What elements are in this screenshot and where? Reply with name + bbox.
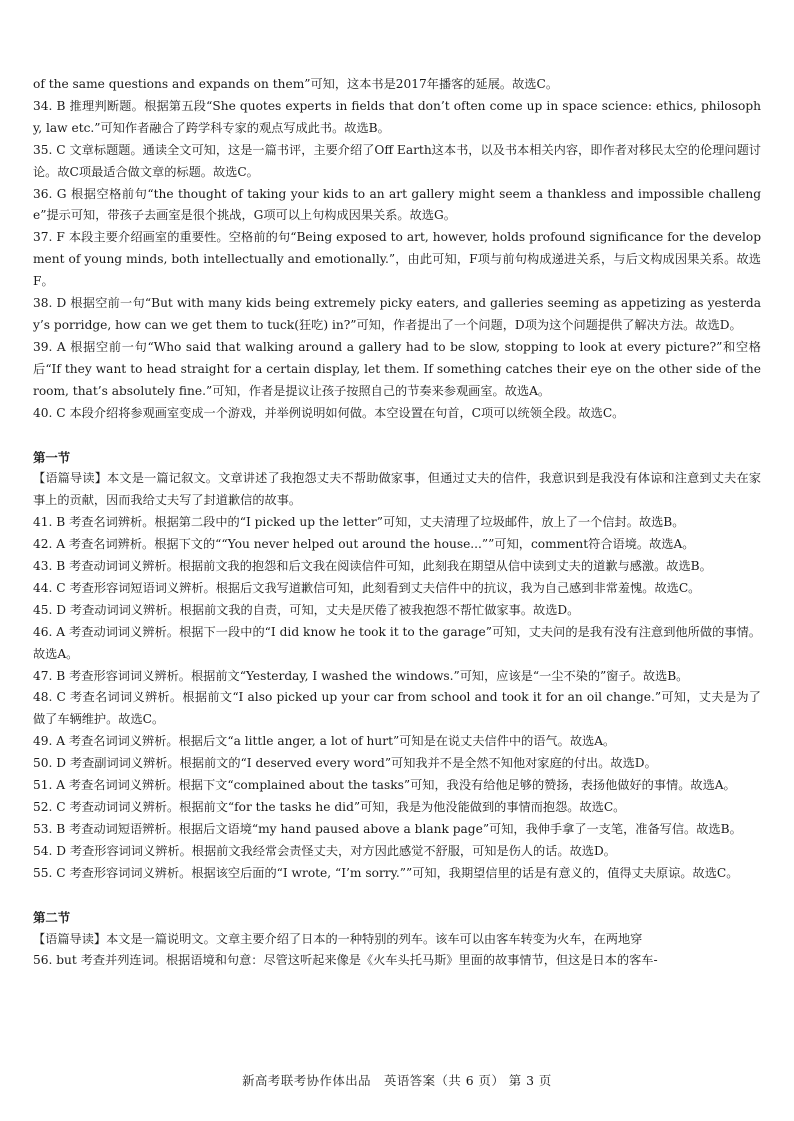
passage-guide: 【语篇导读】本文是一篇记叙文。文章讲述了我抱怨丈夫不帮助做家事，但通过丈夫的信件，我意识到是我没有体谅和注意到丈夫在家事上的贡献，因而我给丈夫写了封道歉信的故事。: [33, 471, 761, 508]
answer-53: 53. B 考查动词短语辨析。根据后文语境“my hand paused above a blank page”可知，我伸手拿了一支笔，准备写信。故选B。: [33, 821, 742, 836]
section-heading: 第二节: [33, 909, 71, 925]
answer-47: 47. B 考查形容词词义辨析。根据前文“Yesterday, I washed the windows.”可知，应该是“一尘不染的”窗子。故选B。: [33, 668, 689, 683]
page-footer: 新高考联考协作体出品 英语答案（共 6 页） 第 3 页: [242, 1073, 552, 1088]
answer-48: 48. C 考查名词词义辨析。根据前文“I also picked up your car from school and took it for an oil change.”可知，丈夫是为了做了车辆维护。故选C。: [33, 690, 761, 727]
answer-34: 34. B 推理判断题。根据第五段“She quotes experts in fields that don’t often come up in space science: ethics, philosophy, law etc.”可知作者融合了跨学科专家的观点写成此书。故选B。: [33, 98, 761, 135]
section-grammar: [33, 907, 761, 973]
answer-page: [33, 74, 761, 972]
answer-54: 54. D 考查形容词词义辨析。根据前文我经常会责怪丈夫，对方因此感觉不舒服，可知是伤人的话。故选D。: [33, 843, 616, 858]
answer-line: of the same questions and expands on them”可知，这本书是2017年播客的延展。故选C。: [33, 77, 559, 91]
answer-46: 46. A 考查动词词义辨析。根据下一段中的“I did know he took it to the garage”可知，丈夫问的是我有没有注意到他所做的事情。故选A。: [33, 624, 761, 661]
answer-43: 43. B 考查动词词义辨析。根据前文我的抱怨和后文我在阅读信件可知，此刻我在期望从信中读到丈夫的道歉与感激。故选B。: [33, 559, 712, 574]
answer-36: 36. G 根据空格前句“the thought of taking your kids to an art gallery might seem a thankless and impossible challenge”提示可知，带孩子去画室是很个挑战，G项可以上句构成因果关系。故选G。: [33, 186, 761, 223]
answer-45: 45. D 考查动词词义辨析。根据前文我的自责，可知，丈夫是厌倦了被我抱怨不帮忙做家事。故选D。: [33, 602, 580, 617]
answer-37: 37. F 本段主要介绍画室的重要性。空格前的句“Being exposed to art, however, holds profound significance for the development of young minds, both intellectually and emotionally.”，由此可知，F项与前句构成递进关系，与后文构成因果关系。故选F。: [33, 230, 761, 289]
answer-44: 44. C 考查形容词短语词义辨析。根据后文我写道歉信可知，此刻看到丈夫信件中的抗议，我为自己感到非常羞愧。故选C。: [33, 580, 701, 595]
answer-50: 50. D 考查副词词义辨析。根据前文的“I deserved every word”可知我并不是全然不知他对家庭的付出。故选D。: [33, 756, 657, 771]
answer-49: 49. A 考查名词词义辨析。根据后文“a little anger, a lot of hurt”可知是在说丈夫信件中的语气。故选A。: [33, 734, 616, 749]
answer-52: 52. C 考查动词词义辨析。根据前文“for the tasks he did”可知，我是为他没能做到的事情而抱怨。故选C。: [33, 800, 626, 814]
passage-guide: 【语篇导读】本文是一篇说明文。文章主要介绍了日本的一种特别的列车。该车可以由客车转变为火车，在两地穿: [33, 931, 643, 946]
section-cloze: [33, 447, 761, 885]
answer-51: 51. A 考查名词词义辨析。根据下文“complained about the tasks”可知，我没有给他足够的赞扬，表扬他做好的事情。故选A。: [33, 778, 736, 793]
answer-41: 41. B 考查名词辨析。根据第二段中的“I picked up the letter”可知，丈夫清理了垃圾邮件，放上了一个信封。故选B。: [33, 515, 685, 530]
answer-56: 56. but 考查并列连词。根据语境和句意：尽管这听起来像是《火车头托马斯》里面的故事情节，但这是日本的客车-: [33, 953, 658, 968]
answer-55: 55. C 考查形容词词义辨析。根据该空后面的“I wrote, “I’m sorry.””可知，我期望信里的话是有意义的，值得丈夫原谅。故选C。: [33, 865, 739, 880]
answer-35: 35. C 文章标题题。通读全文可知，这是一篇书评，主要介绍了Off Earth这本书，以及书本相关内容，即作者对移民太空的伦理问题讨论。故C项最适合做文章的标题。故选C。: [33, 142, 761, 179]
section-heading: 第一节: [33, 449, 71, 465]
answer-39: 39. A 根据空前一句“Who said that walking around a gallery had to be slow, stopping to look at every picture?”和空格后“If they want to head straight for a certain display, let them. If something catches their eye on the other side of the room, that’s absolutely fine.”可知，作者是提议让孩子按照自己的节奏来参观画室。故选A。: [33, 339, 761, 398]
answer-38: 38. D 根据空前一句“But with many kids being extremely picky eaters, and galleries seeming as appetizing as yesterday’s porridge, how can we get them to tuck(狂吃) in?”可知，作者提出了一个问题，D项为这个问题提供了解决方法。故选D。: [33, 296, 761, 332]
section-reading-answers: [33, 74, 761, 425]
answer-40: 40. C 本段介绍将参观画室变成一个游戏，并举例说明如何做。本空设置在句首，C项可以统领全段。故选C。: [33, 405, 625, 420]
answer-42: 42. A 考查名词辨析。根据下文的““You never helped out around the house...””可知，comment符合语境。故选A。: [33, 537, 695, 552]
